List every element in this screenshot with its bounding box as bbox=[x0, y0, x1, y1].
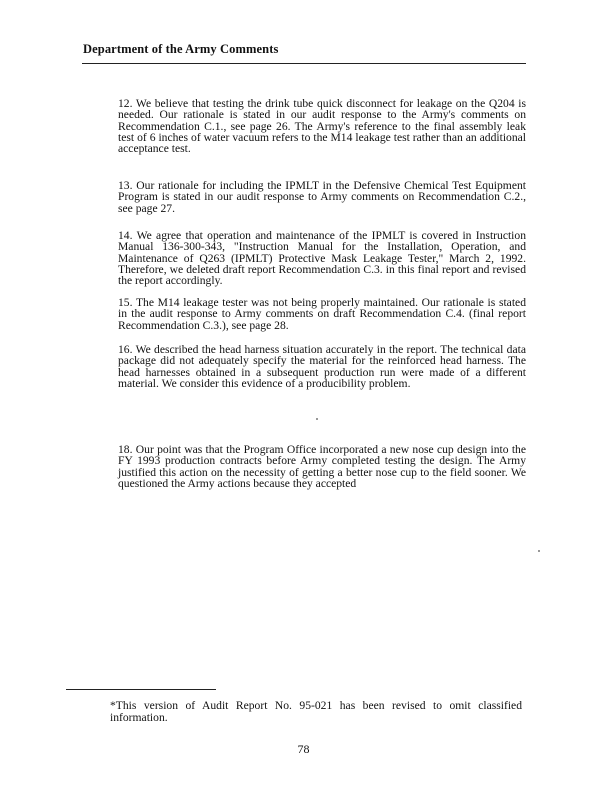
paragraph-18: 18. Our point was that the Program Office incorporated a new nose cup design into the FY 1993 production contracts before Army completed testing the design. The Army justified this action on the necessity of getting a better nose cup to the field sooner. We questioned the Army actions because they accepted bbox=[118, 443, 526, 490]
footnote: *This version of Audit Report No. 95-021 has been revised to omit classified information. bbox=[110, 699, 522, 724]
paragraph-12: 12. We believe that testing the drink tube quick disconnect for leakage on the Q204 is needed. Our rationale is stated in our audit response to the Army's comments on Recommendation C.1., see page 26. The Army's reference to the final assembly leak test of 6 inches of water vacuum refers to the M14 leakage test rather than an additional acceptance test. bbox=[118, 97, 526, 156]
page-header: Department of the Army Comments bbox=[83, 42, 279, 56]
paragraph-16: 16. We described the head harness situation accurately in the report. The technical data package did not adequately specify the material for the reinforced head harness. The head harnesses obtained in a subsequent production run were made of a different material. We consider this evidence of a producibility problem. bbox=[118, 343, 526, 390]
paragraph-14: 14. We agree that operation and maintenance of the IPMLT is covered in Instruction Manual 136-300-343, "Instruction Manual for the Installation, Operation, and Maintenance of Q263 (IPMLT) Protective Mask Leakage Tester," March 2, 1992. Therefore, we deleted draft report Recommendation C.3. in this final report and revised the report accordingly. bbox=[118, 229, 526, 288]
paragraph-13: 13. Our rationale for including the IPMLT in the Defensive Chemical Test Equipment Program is stated in our audit response to Army comments on Recommendation C.2., see page 27. bbox=[118, 179, 526, 215]
scan-speck bbox=[316, 418, 318, 420]
paragraph-15: 15. The M14 leakage tester was not being properly maintained. Our rationale is stated in the audit response to Army comments on draft Recommendation C.4. (final report Recommendation C.3.), see page 28. bbox=[118, 296, 526, 332]
header-rule bbox=[82, 63, 526, 64]
scan-speck bbox=[538, 550, 540, 552]
footnote-rule bbox=[66, 689, 216, 690]
page-number: 78 bbox=[297, 742, 310, 756]
